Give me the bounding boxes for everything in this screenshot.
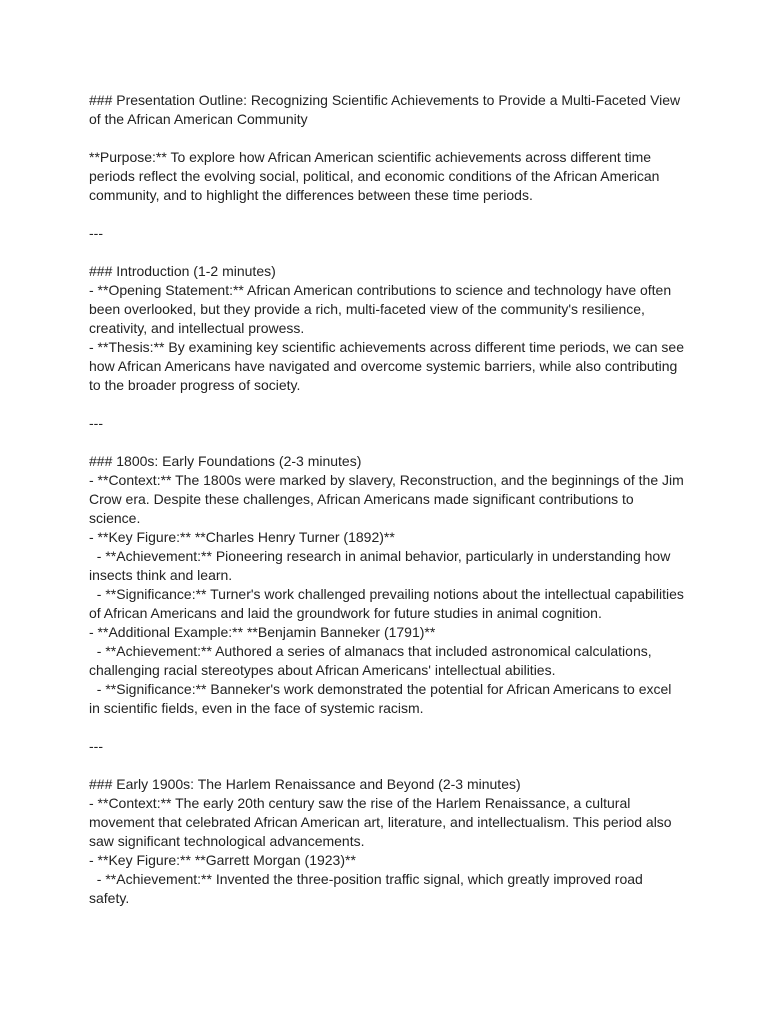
- document-line: ### Presentation Outline: Recognizing Scientific Achievements to Provide a Multi-Faceted View: [89, 92, 681, 108]
- document-line: creativity, and intellectual prowess.: [89, 320, 305, 336]
- section-divider: ---: [89, 225, 103, 241]
- document-line: - **Context:** The 1800s were marked by slavery, Reconstruction, and the beginnings of the Jim: [89, 472, 684, 488]
- document-line: insects think and learn.: [89, 567, 233, 583]
- document-line: - **Opening Statement:** African American contributions to science and technology have often: [89, 282, 672, 298]
- document-line: science.: [89, 510, 141, 526]
- document-line: - **Achievement:** Pioneering research in animal behavior, particularly in understanding how: [89, 548, 671, 564]
- blank-line: [89, 395, 687, 414]
- document-line: safety.: [89, 890, 130, 906]
- document-line: Crow era. Despite these challenges, African Americans made significant contributions to: [89, 491, 634, 507]
- document-line: - **Achievement:** Invented the three-position traffic signal, which greatly improved road: [89, 871, 643, 887]
- blank-line: [89, 129, 687, 148]
- blank-line: [89, 718, 687, 737]
- document-line: - **Significance:** Banneker's work demonstrated the potential for African Americans to excel: [89, 681, 672, 697]
- document-line: challenging racial stereotypes about African Americans' intellectual abilities.: [89, 662, 556, 678]
- document-line: of the African American Community: [89, 111, 308, 127]
- document-line: **Purpose:** To explore how African American scientific achievements across different time: [89, 149, 652, 165]
- document-line: in scientific fields, even in the face of systemic racism.: [89, 700, 424, 716]
- document-line: - **Achievement:** Authored a series of almanacs that included astronomical calculations,: [89, 643, 652, 659]
- document-line: saw significant technological advancements.: [89, 833, 365, 849]
- document-line: how African Americans have navigated and overcome systemic barriers, while also contributing: [89, 358, 678, 374]
- document-line: movement that celebrated African American art, literature, and intellectualism. This period also: [89, 814, 672, 830]
- document-line: periods reflect the evolving social, political, and economic conditions of the African American: [89, 168, 660, 184]
- document-line: - **Context:** The early 20th century saw the rise of the Harlem Renaissance, a cultural: [89, 795, 631, 811]
- document-line: ### 1800s: Early Foundations (2-3 minutes): [89, 453, 362, 469]
- blank-line: [89, 205, 687, 224]
- section-divider: ---: [89, 415, 103, 431]
- section-divider: ---: [89, 738, 103, 754]
- document-body: [89, 91, 687, 908]
- document-line: - **Additional Example:** **Benjamin Banneker (1791)**: [89, 624, 436, 640]
- blank-line: [89, 243, 687, 262]
- document-line: ### Early 1900s: The Harlem Renaissance and Beyond (2-3 minutes): [89, 776, 521, 792]
- document-line: to the broader progress of society.: [89, 377, 301, 393]
- document-line: community, and to highlight the differences between these time periods.: [89, 187, 533, 203]
- blank-line: [89, 756, 687, 775]
- document-line: ### Introduction (1-2 minutes): [89, 263, 276, 279]
- document-line: been overlooked, but they provide a rich, multi-faceted view of the community's resilience,: [89, 301, 645, 317]
- document-line: - **Significance:** Turner's work challenged prevailing notions about the intellectual capabilities: [89, 586, 684, 602]
- document-line: of African Americans and laid the groundwork for future studies in animal cognition.: [89, 605, 602, 621]
- blank-line: [89, 433, 687, 452]
- document-line: - **Key Figure:** **Charles Henry Turner (1892)**: [89, 529, 395, 545]
- document-line: - **Thesis:** By examining key scientific achievements across different time periods, we can see: [89, 339, 685, 355]
- document-line: - **Key Figure:** **Garrett Morgan (1923)**: [89, 852, 356, 868]
